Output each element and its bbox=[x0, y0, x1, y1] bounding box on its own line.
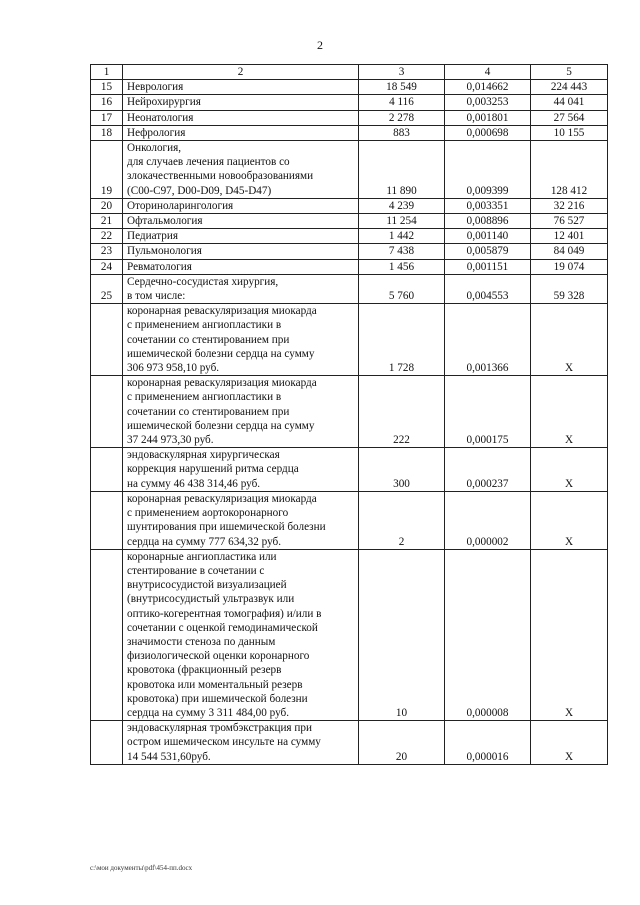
row-coefficient-cell: 0,001366 bbox=[445, 304, 531, 376]
row-coefficient-cell: 0,001140 bbox=[445, 229, 531, 244]
column-header-5: 5 bbox=[531, 65, 608, 80]
row-name-cell: эндоваскулярная хирургическая коррекция нарушений ритма сердца на сумму 46 438 314,46 руб. bbox=[123, 448, 359, 492]
table-row bbox=[91, 141, 608, 199]
row-total-cell: 224 443 bbox=[531, 80, 608, 95]
row-name-cell: коронарная реваскуляризация миокарда с применением аортокоронарного шунтирования при ишемической болезни сердца на сумму 777 634,32 руб. bbox=[123, 491, 359, 549]
row-value-cell: 2 bbox=[359, 491, 445, 549]
column-header-3: 3 bbox=[359, 65, 445, 80]
row-name-cell: Оториноларингология bbox=[123, 198, 359, 213]
row-name-cell: Нефрология bbox=[123, 125, 359, 140]
row-coefficient-cell: 0,000008 bbox=[445, 549, 531, 720]
row-number-cell: 22 bbox=[91, 229, 123, 244]
table-row bbox=[91, 125, 608, 140]
table-row bbox=[91, 448, 608, 492]
row-value-cell: 11 890 bbox=[359, 141, 445, 199]
row-value-cell: 1 728 bbox=[359, 304, 445, 376]
row-coefficient-cell: 0,001801 bbox=[445, 110, 531, 125]
table-row bbox=[91, 229, 608, 244]
row-coefficient-cell: 0,003351 bbox=[445, 198, 531, 213]
row-value-cell: 20 bbox=[359, 721, 445, 765]
row-coefficient-cell: 0,008896 bbox=[445, 214, 531, 229]
row-number-cell: 18 bbox=[91, 125, 123, 140]
row-name-cell: коронарные ангиопластика или стентирование в сочетании с внутрисосудистой визуализацией (внутрисосудистый ультразвук или оптико-когерентная томография) и/или в сочетании с оценкой гемодинамической значимости стеноза по данным физиологической оценки коронарного кровотока (фракционный резерв кровотока или моментальный резерв кровотока) при ишемической болезни сердца на сумму 3 311 484,00 руб. bbox=[123, 549, 359, 720]
row-value-cell: 1 442 bbox=[359, 229, 445, 244]
row-number-cell bbox=[91, 448, 123, 492]
row-total-cell: 32 216 bbox=[531, 198, 608, 213]
row-value-cell: 222 bbox=[359, 376, 445, 448]
column-header-2: 2 bbox=[123, 65, 359, 80]
row-number-cell bbox=[91, 491, 123, 549]
row-total-cell: 59 328 bbox=[531, 274, 608, 303]
row-coefficient-cell: 0,000237 bbox=[445, 448, 531, 492]
row-value-cell: 1 456 bbox=[359, 259, 445, 274]
row-name-cell: коронарная реваскуляризация миокарда с применением ангиопластики в сочетании со стентированием при ишемической болезни сердца на сумму 306 973 958,10 руб. bbox=[123, 304, 359, 376]
table-row bbox=[91, 304, 608, 376]
table-row bbox=[91, 214, 608, 229]
row-number-cell: 17 bbox=[91, 110, 123, 125]
data-table bbox=[90, 64, 608, 765]
row-total-cell: Х bbox=[531, 721, 608, 765]
row-total-cell: Х bbox=[531, 304, 608, 376]
table-row bbox=[91, 244, 608, 259]
row-total-cell: Х bbox=[531, 549, 608, 720]
row-value-cell: 18 549 bbox=[359, 80, 445, 95]
table-row bbox=[91, 491, 608, 549]
table-row bbox=[91, 721, 608, 765]
row-name-cell: эндоваскулярная тромбэкстракция при остром ишемическом инсульте на сумму 14 544 531,60руб. bbox=[123, 721, 359, 765]
row-total-cell: Х bbox=[531, 491, 608, 549]
row-coefficient-cell: 0,000002 bbox=[445, 491, 531, 549]
row-coefficient-cell: 0,000698 bbox=[445, 125, 531, 140]
row-value-cell: 11 254 bbox=[359, 214, 445, 229]
row-number-cell: 24 bbox=[91, 259, 123, 274]
row-coefficient-cell: 0,014662 bbox=[445, 80, 531, 95]
row-value-cell: 10 bbox=[359, 549, 445, 720]
row-value-cell: 883 bbox=[359, 125, 445, 140]
row-number-cell bbox=[91, 376, 123, 448]
table-row bbox=[91, 259, 608, 274]
row-number-cell: 19 bbox=[91, 141, 123, 199]
row-coefficient-cell: 0,000016 bbox=[445, 721, 531, 765]
row-name-cell: Сердечно-сосудистая хирургия, в том числе: bbox=[123, 274, 359, 303]
row-name-cell: Нейрохирургия bbox=[123, 95, 359, 110]
table-row bbox=[91, 549, 608, 720]
row-total-cell: 84 049 bbox=[531, 244, 608, 259]
row-total-cell: 128 412 bbox=[531, 141, 608, 199]
row-coefficient-cell: 0,004553 bbox=[445, 274, 531, 303]
row-value-cell: 4 239 bbox=[359, 198, 445, 213]
row-value-cell: 300 bbox=[359, 448, 445, 492]
row-coefficient-cell: 0,001151 bbox=[445, 259, 531, 274]
footer-file-path: c:\мои документы\pdf\454-пп.docx bbox=[90, 864, 193, 872]
row-value-cell: 4 116 bbox=[359, 95, 445, 110]
row-number-cell: 16 bbox=[91, 95, 123, 110]
table-row bbox=[91, 376, 608, 448]
row-name-cell: Онкология, для случаев лечения пациентов со злокачественными новообразованиями (C00-C97, D00-D09, D45-D47) bbox=[123, 141, 359, 199]
row-number-cell: 15 bbox=[91, 80, 123, 95]
row-name-cell: Ревматология bbox=[123, 259, 359, 274]
row-number-cell bbox=[91, 304, 123, 376]
row-coefficient-cell: 0,009399 bbox=[445, 141, 531, 199]
page-number: 2 bbox=[317, 38, 323, 52]
table-row bbox=[91, 110, 608, 125]
row-value-cell: 5 760 bbox=[359, 274, 445, 303]
table-row bbox=[91, 198, 608, 213]
row-value-cell: 2 278 bbox=[359, 110, 445, 125]
table-row bbox=[91, 95, 608, 110]
row-name-cell: Пульмонология bbox=[123, 244, 359, 259]
row-total-cell: 76 527 bbox=[531, 214, 608, 229]
row-coefficient-cell: 0,005879 bbox=[445, 244, 531, 259]
row-total-cell: Х bbox=[531, 376, 608, 448]
row-total-cell: 19 074 bbox=[531, 259, 608, 274]
row-total-cell: 10 155 bbox=[531, 125, 608, 140]
row-name-cell: Офтальмология bbox=[123, 214, 359, 229]
row-name-cell: Неонатология bbox=[123, 110, 359, 125]
row-total-cell: 44 041 bbox=[531, 95, 608, 110]
row-total-cell: 12 401 bbox=[531, 229, 608, 244]
row-name-cell: коронарная реваскуляризация миокарда с применением ангиопластики в сочетании со стентированием при ишемической болезни сердца на сумму 37 244 973,30 руб. bbox=[123, 376, 359, 448]
table-row bbox=[91, 274, 608, 303]
row-name-cell: Педиатрия bbox=[123, 229, 359, 244]
row-number-cell: 25 bbox=[91, 274, 123, 303]
row-coefficient-cell: 0,000175 bbox=[445, 376, 531, 448]
row-name-cell: Неврология bbox=[123, 80, 359, 95]
row-total-cell: 27 564 bbox=[531, 110, 608, 125]
column-header-1: 1 bbox=[91, 65, 123, 80]
row-coefficient-cell: 0,003253 bbox=[445, 95, 531, 110]
table-row bbox=[91, 80, 608, 95]
row-number-cell: 21 bbox=[91, 214, 123, 229]
row-number-cell bbox=[91, 549, 123, 720]
header-row bbox=[91, 65, 608, 80]
row-number-cell: 23 bbox=[91, 244, 123, 259]
row-value-cell: 7 438 bbox=[359, 244, 445, 259]
row-total-cell: Х bbox=[531, 448, 608, 492]
row-number-cell bbox=[91, 721, 123, 765]
column-header-4: 4 bbox=[445, 65, 531, 80]
row-number-cell: 20 bbox=[91, 198, 123, 213]
